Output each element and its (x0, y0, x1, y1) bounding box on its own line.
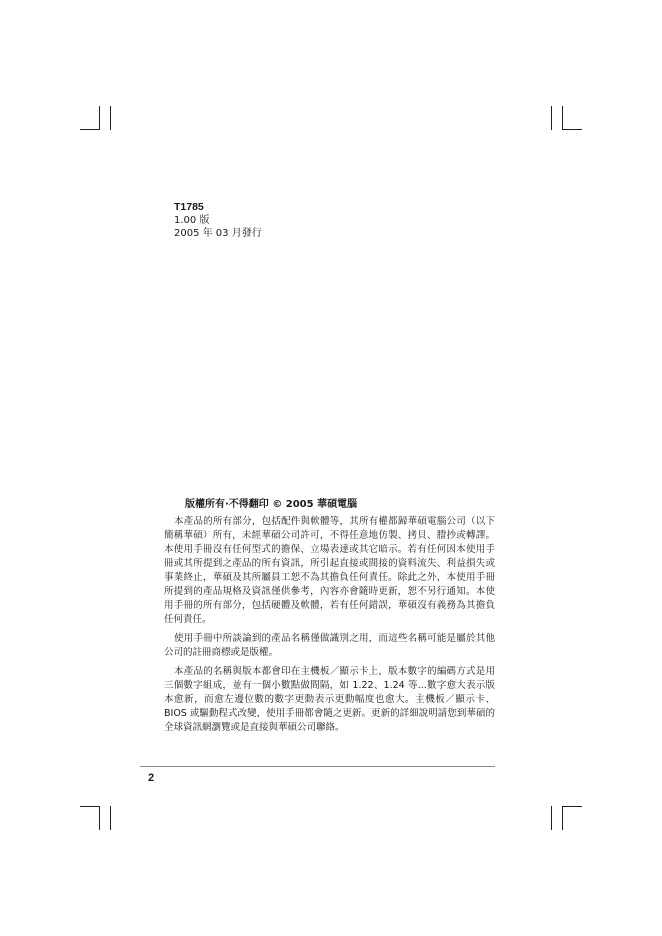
crop-mark-top-left-v (99, 106, 100, 130)
copyright-paragraph-1: 本產品的所有部分，包括配件與軟體等，其所有權都歸華碩電腦公司（以下簡稱華碩）所有，未經華碩公司許可，不得任意地仿製、拷貝、謄抄或轉譯。本使用手冊沒有任何型式的擔保、立場表達或其它暗示。若有任何因本使用手冊或其所提到之產品的所有資訊，所引起直接或間接的資料流失、利益損失或事業終止，華碩及其所屬員工恕不為其擔負任何責任。除此之外，本使用手冊所提到的產品規格及資訊僅供參考，內容亦會隨時更新，恕不另行通知。本使用手冊的所有部分，包括硬體及軟體，若有任何錯誤，華碩沒有義務為其擔負任何責任。 (164, 516, 495, 625)
copyright-title: 版權所有·不得翻印 © 2005 華碩電腦 (185, 499, 358, 510)
crop-mark-top-right-v (562, 106, 563, 130)
copyright-paragraph-2: 使用手冊中所談論到的產品名稱僅做識別之用，而這些名稱可能是屬於其他公司的註冊商標或是版權。 (164, 633, 495, 658)
crop-mark-bottom-right-v2 (551, 806, 552, 830)
crop-mark-bottom-left-h (80, 806, 100, 807)
crop-mark-bottom-left-v (99, 806, 100, 830)
crop-mark-bottom-right-h (562, 806, 582, 807)
page-number: 2 (148, 772, 155, 784)
copyright-paragraph-3: 本產品的名稱與版本都會印在主機板／顯示卡上，版本數字的編碼方式是用三個數字組成，並有一個小數點做間隔，如 1.22、1.24 等...數字愈大表示版本愈新，而愈左邊位數的數字更動表示更動幅度也愈大。主機板／顯示卡、BIOS 或驅動程式改變，使用手冊都會隨之更新。更新的詳細說明請您到華碩的全球資訊網瀏覽或是直接與華碩公司聯絡。 (164, 666, 495, 733)
footer-divider (140, 766, 495, 767)
crop-mark-top-right-h (562, 129, 582, 130)
crop-mark-top-left-v2 (110, 106, 111, 130)
crop-mark-bottom-left-v2 (110, 806, 111, 830)
crop-mark-bottom-right-v (562, 806, 563, 830)
publication-info (174, 201, 262, 240)
crop-mark-top-left-h (80, 129, 100, 130)
publish-date: 2005 年 03 月發行 (174, 228, 262, 239)
copyright-body (164, 515, 495, 740)
edition: 1.00 版 (174, 215, 210, 226)
crop-mark-top-right-v2 (551, 106, 552, 130)
document-code: T1785 (174, 201, 204, 213)
